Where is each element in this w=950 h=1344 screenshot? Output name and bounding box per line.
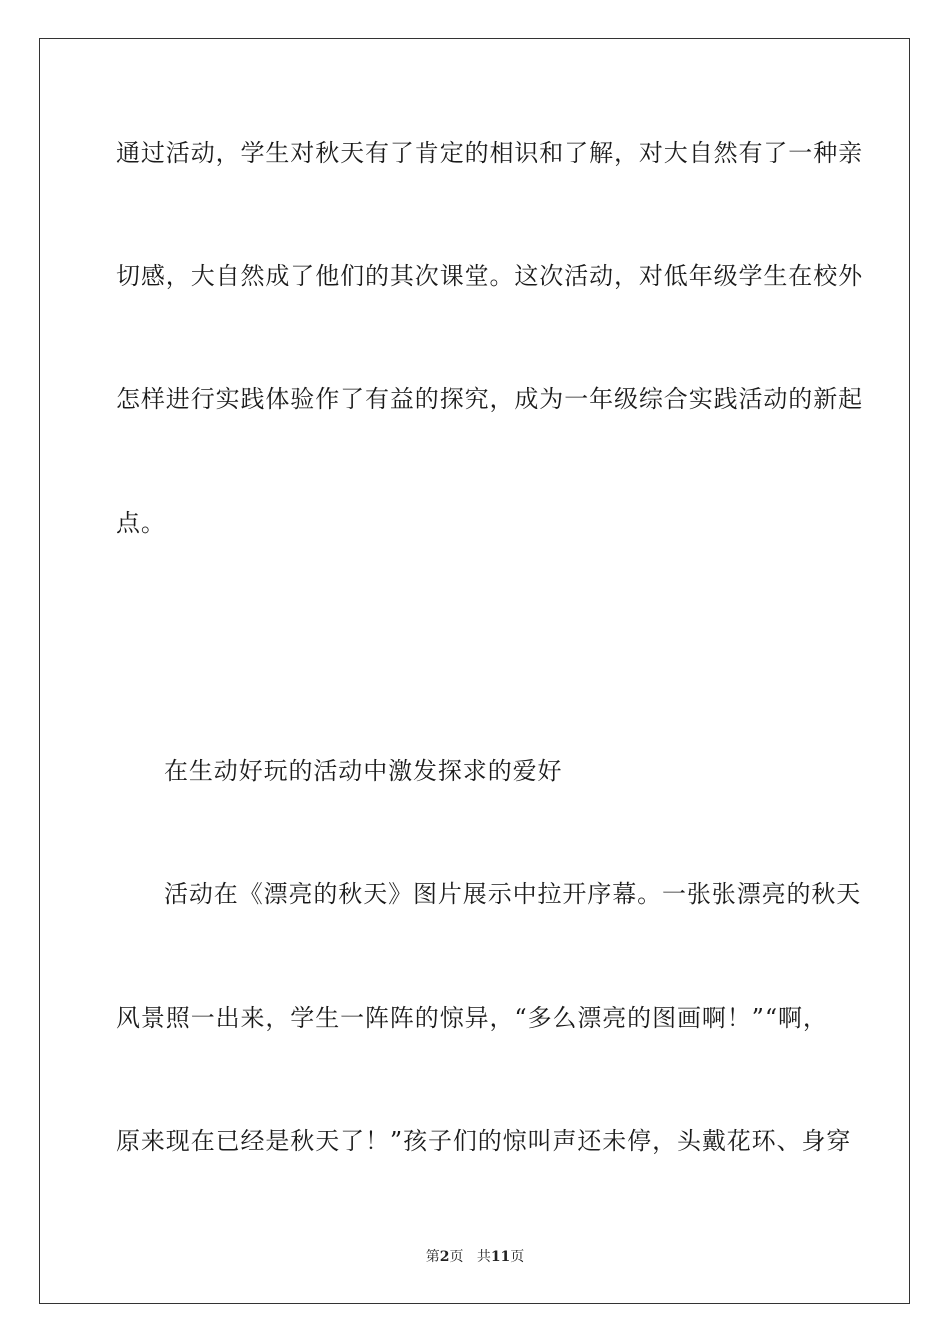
footer-page-suffix: 页 <box>449 1249 464 1265</box>
section-heading: 在生动好玩的活动中激发探求的爱好 <box>164 757 563 785</box>
footer-total-suffix: 页 <box>510 1249 525 1265</box>
footer-page-prefix: 第 <box>425 1249 440 1265</box>
paragraph-line: 点。 <box>116 509 166 537</box>
paragraph-line: 风景照一出来，学生一阵阵的惊异，“多么漂亮的图画啊！”“啊， <box>116 1004 828 1032</box>
paragraph-line: 怎样进行实践体验作了有益的探究，成为一年级综合实践活动的新起 <box>116 385 863 413</box>
footer-total-prefix: 共 <box>476 1249 491 1265</box>
footer-total-number: 11 <box>490 1249 511 1265</box>
paragraph-line: 活动在《漂亮的秋天》图片展示中拉开序幕。一张张漂亮的秋天 <box>164 880 862 908</box>
page-footer <box>0 1248 950 1266</box>
paragraph-line: 通过活动，学生对秋天有了肯定的相识和了解，对大自然有了一种亲 <box>116 139 863 167</box>
page-border <box>39 38 910 1304</box>
paragraph-line: 原来现在已经是秋天了！”孩子们的惊叫声还未停，头戴花环、身穿 <box>116 1127 852 1155</box>
footer-page-number: 2 <box>439 1249 450 1265</box>
paragraph-line: 切感，大自然成了他们的其次课堂。这次活动，对低年级学生在校外 <box>116 262 863 290</box>
